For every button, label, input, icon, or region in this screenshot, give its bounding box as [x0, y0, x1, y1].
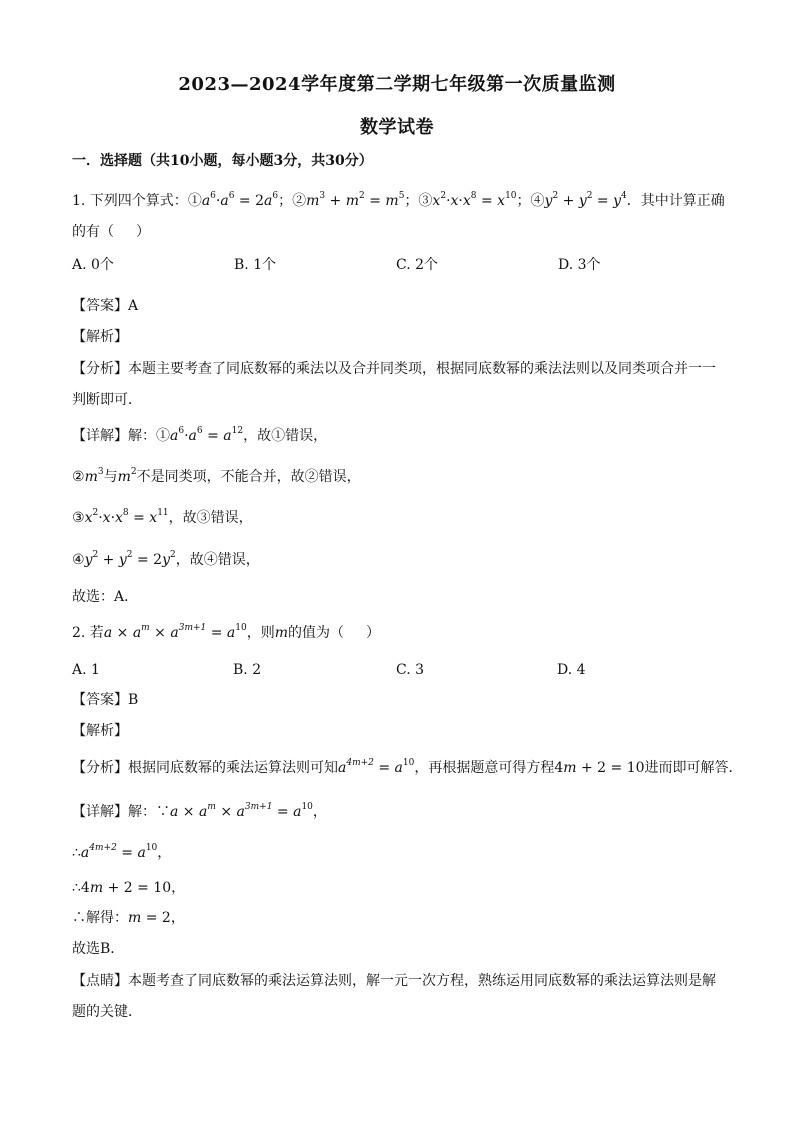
- q1-stem-line1: 1. 下列四个算式：$①a^6\cdot a^6 = 2a^6$；$②m^3 + m^2 = m^5$；$③x^2\cdot x\cdot x^8 = x^{10}$；$④y^2 + y^2 = y^4$．其中计算正确: [72, 191, 725, 209]
- q2-option-a: A. 1: [72, 662, 100, 678]
- q1-conclusion: 故选：A．: [72, 589, 139, 605]
- q1-option-b: B. 1个: [234, 257, 277, 273]
- q1-option-a: A. 0个: [72, 257, 114, 273]
- q2-stem: 2. 若$a \times a^m \times a^{3m+1} = a^{10}$，则m的值为（ ）: [72, 623, 380, 641]
- q2-option-b: B. 2: [233, 662, 262, 678]
- q2-dianjing-line1: 【点睛】本题考查了同底数幂的乘法运算法则，解一元一次方程，熟练运用同底数幂的乘法运算法则是解: [72, 973, 716, 989]
- q1-detail-line3: $③x^2\cdot x\cdot x^8 = x^{11}$，故③错误，: [72, 508, 253, 526]
- q1-stem-line2: 的有（ ）: [72, 224, 150, 240]
- q2-detail-line4: ∴解得：m = 2，: [72, 910, 185, 926]
- q1-detail-line2: $②m^3$与$m^2$不是同类项，不能合并，故②错误，: [72, 467, 361, 485]
- q2-option-c: C. 3: [396, 662, 425, 678]
- q2-detail-line3: ∴4m + 2 = 10，: [72, 880, 186, 896]
- q1-answer: 【答案】A: [72, 298, 139, 314]
- q1-fenxi-line2: 判断即可．: [72, 392, 142, 408]
- q2-fenxi: 【分析】根据同底数幂的乘法运算法则可知$a^{4m+2} = a^{10}$，再根据题意可得方程4m + 2 = 10进而即可解答．: [72, 758, 743, 776]
- q1-fenxi-line1: 【分析】本题主要考查了同底数幂的乘法以及合并同类项，根据同底数幂的乘法法则以及同类项合并一一: [72, 361, 716, 377]
- q2-analysis-label: 【解析】: [72, 723, 128, 739]
- q1-tail: ．其中计算正确: [626, 193, 725, 209]
- q1-analysis-label: 【解析】: [72, 329, 128, 345]
- q2-detail-line1: 【详解】解：∵a × $a^m \times a^{3m+1} = a^{10}$，: [72, 802, 327, 820]
- q1-option-c: C. 2个: [396, 257, 439, 273]
- q1-option-d: D. 3个: [558, 257, 601, 273]
- q2-dianjing-line2: 题的关键．: [72, 1004, 142, 1020]
- q1-detail-line1: 【详解】解：$①a^6\cdot a^6 = a^{12}$，故①错误，: [72, 426, 328, 444]
- page-subtitle: 数学试卷: [360, 117, 434, 138]
- section-heading: 一．选择题（共10小题，每小题3分，共30分）: [72, 153, 373, 169]
- q1-detail-line4: $④y^2 + y^2 = 2y^2$，故④错误，: [72, 550, 260, 568]
- q2-detail-line2: $\therefore a^{4m+2} = a^{10}$，: [72, 843, 172, 861]
- q2-option-d: D. 4: [557, 662, 586, 678]
- q2-conclusion: 故选B．: [72, 941, 125, 957]
- q2-answer: 【答案】B: [72, 692, 139, 708]
- q1-prefix: 1. 下列四个算式：: [72, 193, 188, 209]
- page-title: 2023—2024学年度第二学期七年级第一次质量监测: [178, 74, 616, 95]
